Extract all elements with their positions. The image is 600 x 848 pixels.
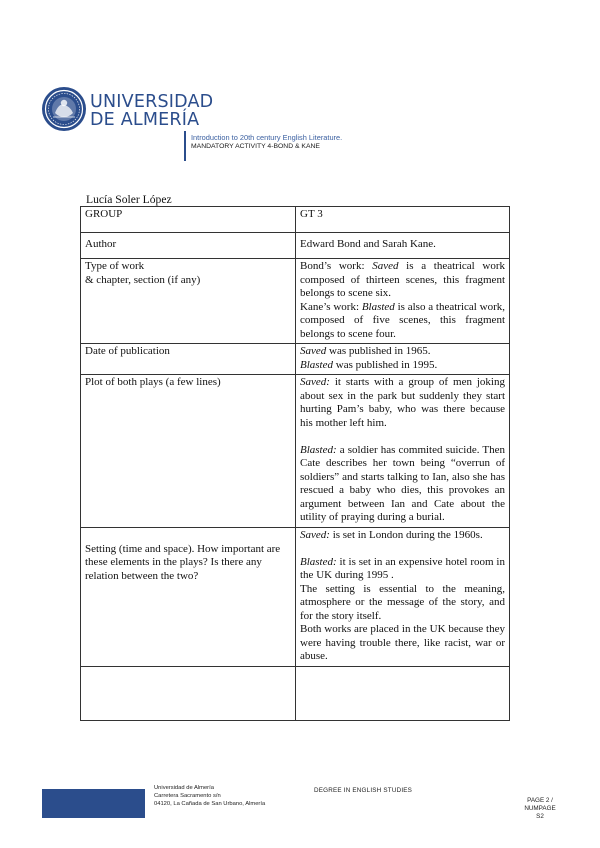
setting-relation-text: Both works are placed in the UK because they were having trouble there, like racist, war or abuse. <box>300 623 505 662</box>
type-label <box>81 259 296 344</box>
footer-page-line3: S2 <box>536 813 544 820</box>
type-blasted-text: Kane’s work: Blasted is also a theatrical work, composed of five scenes, this fragment belongs to scene four. <box>300 300 505 340</box>
footer-page-number <box>512 797 568 821</box>
footer-address <box>154 784 265 808</box>
setting-label-text: Setting (time and space). How important are these elements in the plays? Is there any relation between the two? <box>85 542 281 582</box>
type-label-line2: & chapter, section (if any) <box>85 273 201 286</box>
plot-answer <box>296 375 510 528</box>
setting-saved-text: Saved: is set in London during the 1960s. <box>300 528 483 541</box>
author-label: Author <box>81 233 296 259</box>
type-label-line1: Type of work <box>85 260 145 272</box>
table-row-author <box>81 233 510 259</box>
course-title: Introduction to 20th century English Literature. <box>191 133 343 142</box>
group-value: GT 3 <box>296 207 510 233</box>
footer-address-line2: Carretera Sacramento s/n <box>154 793 221 799</box>
date-label: Date of publication <box>81 344 296 375</box>
group-label: GROUP <box>81 207 296 233</box>
footer-page-line2: NUMPAGE <box>524 805 556 812</box>
table-row-type <box>81 259 510 344</box>
university-name-line2: DE ALMERÍA <box>90 110 200 130</box>
date-answer <box>296 344 510 375</box>
footer-address-line1: Universidad de Almería <box>154 785 214 791</box>
footer-page-line1: PAGE 2 / <box>527 797 553 804</box>
date-saved-text: Saved was published in 1965. <box>300 345 431 357</box>
student-name: Lucía Soler López <box>86 193 172 206</box>
activity-title: MANDATORY ACTIVITY 4-BOND & KANE <box>191 143 320 150</box>
empty-cell-left <box>81 666 296 720</box>
author-value: Edward Bond and Sarah Kane. <box>296 233 510 259</box>
table-row-group <box>81 207 510 233</box>
activity-table <box>80 206 510 721</box>
setting-blasted-text: Blasted: it is set in an expensive hotel room in the UK during 1995 . <box>300 555 505 581</box>
table-row-plot <box>81 375 510 528</box>
setting-importance-text: The setting is essential to the meaning, atmosphere or the message of the story, and for the story itself. <box>300 582 505 622</box>
setting-answer <box>296 527 510 666</box>
setting-label <box>81 527 296 666</box>
university-seal-icon <box>41 86 87 132</box>
type-answer <box>296 259 510 344</box>
plot-saved-text: Saved: it starts with a group of men joking about sex in the park but suddenly they start hurting Pam’s baby, who was there because his mother left him. <box>300 376 505 429</box>
header-divider <box>184 131 186 161</box>
footer-brand-bar <box>42 789 145 818</box>
footer-degree: DEGREE IN ENGLISH STUDIES <box>314 787 413 794</box>
date-blasted-text: Blasted was published in 1995. <box>300 358 438 371</box>
type-saved-text: Bond’s work: Saved is a theatrical work composed of thirteen scenes, this fragment belongs to scene six. <box>300 260 505 299</box>
table-row-empty <box>81 666 510 720</box>
table-row-setting <box>81 527 510 666</box>
university-name <box>90 93 213 129</box>
plot-blasted-text: Blasted: a soldier has commited suicide. Then Cate describes her town being “overrun of soldiers” and starts talking to Ian, also she has rescued a baby who dies, this provokes an argument between Ian and Cate about the utility of praying during a burial. <box>300 443 505 523</box>
footer-address-line3: 04120, La Cañada de San Urbano, Almería <box>154 801 266 807</box>
plot-label: Plot of both plays (a few lines) <box>81 375 296 528</box>
empty-cell-right <box>296 666 510 720</box>
table-row-date <box>81 344 510 375</box>
university-name-line1: UNIVERSIDAD <box>90 92 214 112</box>
